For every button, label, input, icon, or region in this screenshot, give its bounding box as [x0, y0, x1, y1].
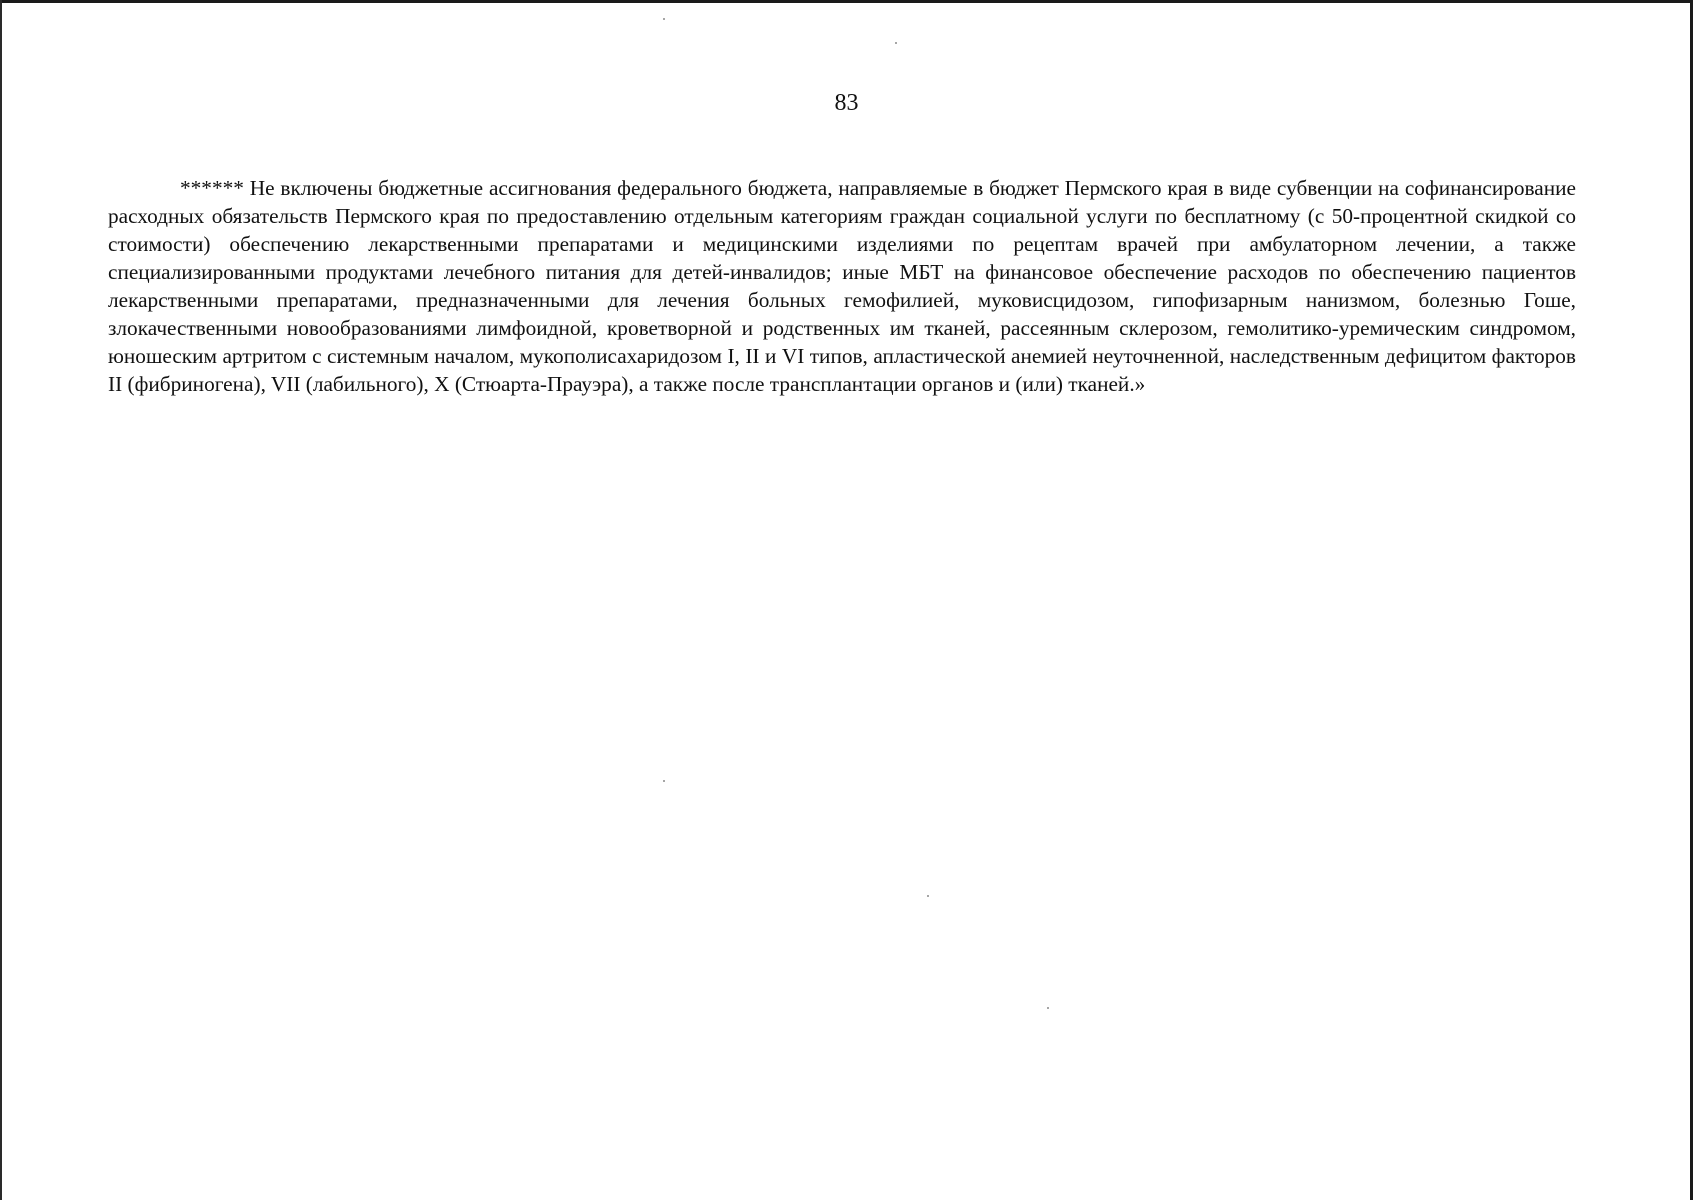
footnote-line: (фибриногена), VII (лабильного), X (Стюарта-Прауэра), а также после трансплантации органов и (или) тканей.»	[127, 372, 1146, 396]
footnote-paragraph	[108, 174, 1576, 398]
footnote-line: ****** Не включены бюджетные ассигнования федерального бюджета, направляемые в бюджет Пермского края в виде субвенции	[180, 176, 1373, 200]
footnote-line: по рецептам врачей при амбулаторном лечении, а также специализированными продуктами лечебного питания для детей-инвалидов;	[108, 232, 1576, 284]
scan-speck	[927, 895, 929, 897]
scan-speck	[1047, 1007, 1049, 1009]
scan-edge-left	[0, 0, 2, 1200]
footnote-line: больных гемофилией, муковисцидозом, гипофизарным нанизмом, болезнью Гоше, злокачественными новообразованиями лимфоидной,	[108, 288, 1576, 340]
footnote-line: началом, мукополисахаридозом I, II и VI типов, апластической анемией неуточненной, наследственным дефицитом факторов II	[108, 344, 1576, 396]
scan-speck	[663, 18, 665, 20]
footnote-line: на софинансирование расходных обязательств Пермского края по предоставлению отдельным категориям граждан социальной услуги	[108, 176, 1577, 228]
page-number: 83	[834, 90, 859, 116]
footnote-line: кроветворной и родственных им тканей, рассеянным склерозом, гемолитико-уремическим синдромом, юношеским артритом с системным	[108, 316, 1576, 368]
footnote-line: иные МБТ на финансовое обеспечение расходов по обеспечению пациентов лекарственными препаратами, предназначенными для лечения	[108, 260, 1576, 312]
scan-speck	[895, 42, 897, 44]
scan-edge-top	[0, 0, 1693, 3]
footnote-line: по бесплатному (с 50-процентной скидкой со стоимости) обеспечению лекарственными препаратами и медицинскими изделиями	[108, 204, 1577, 256]
scan-speck	[663, 780, 665, 782]
